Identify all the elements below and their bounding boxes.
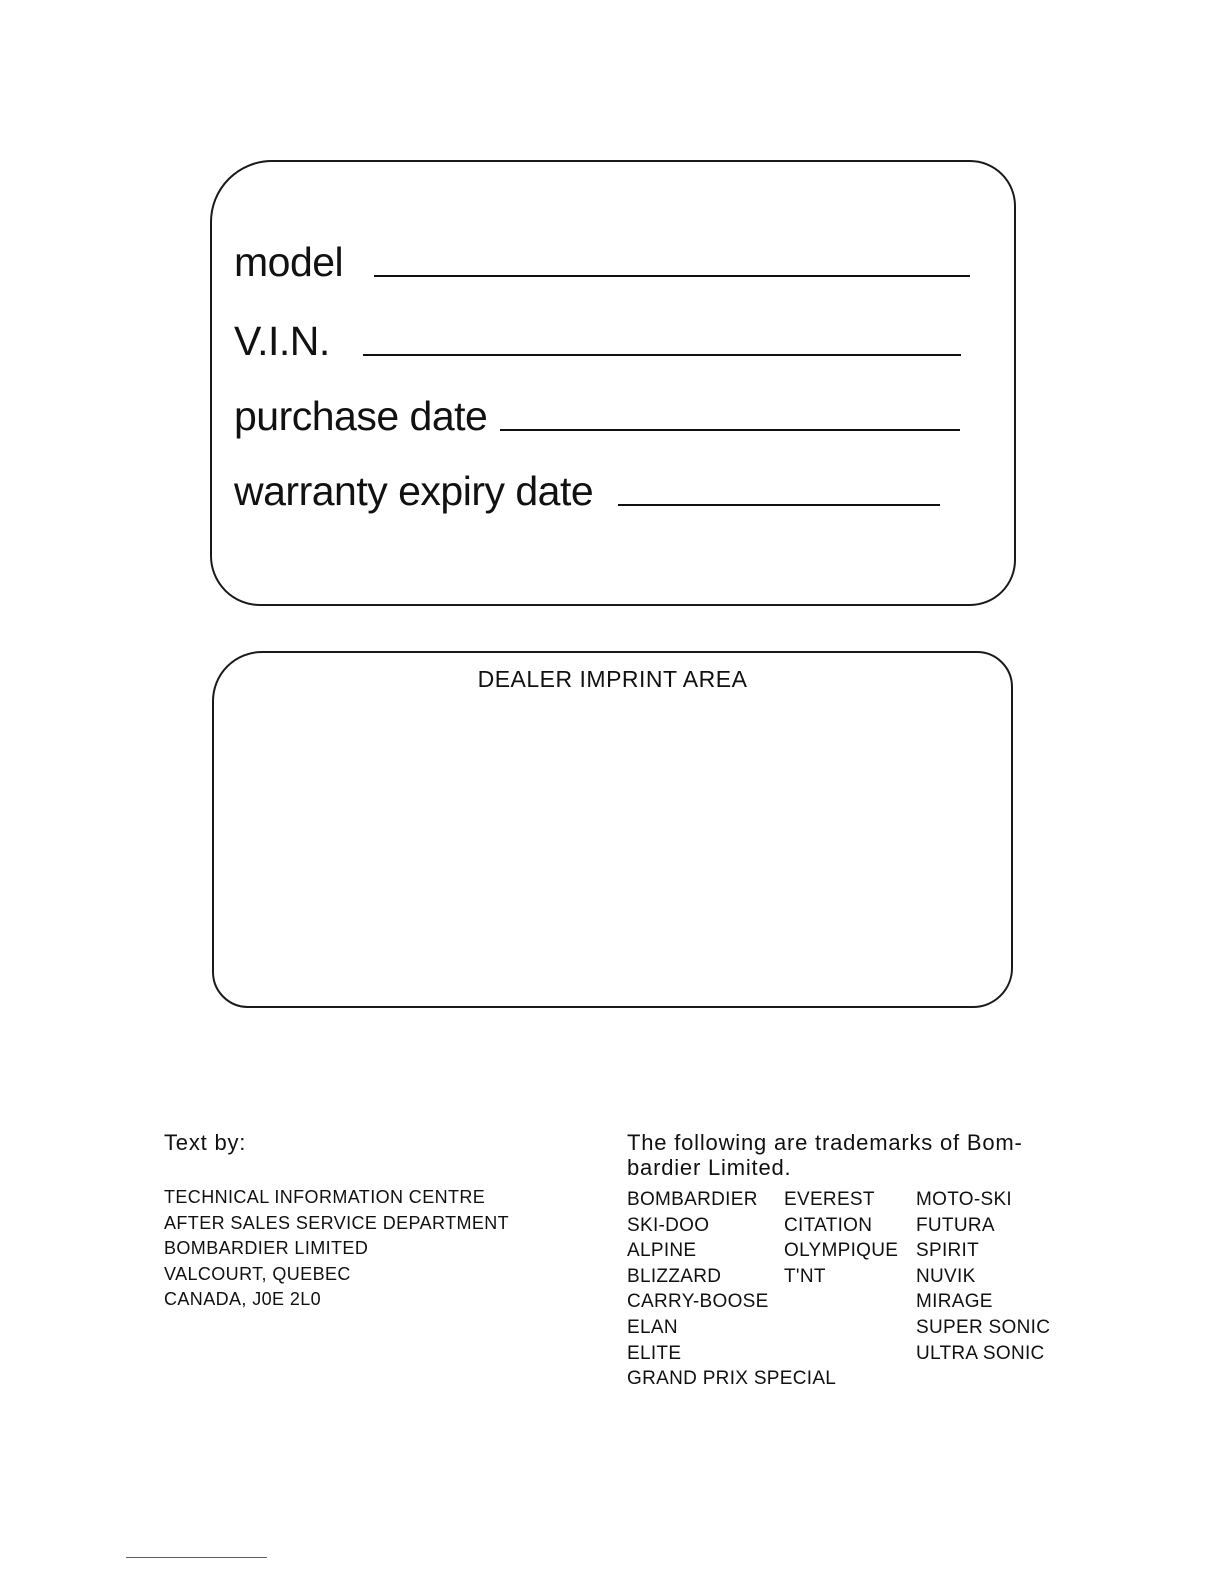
footer-rule bbox=[126, 1557, 267, 1558]
model-blank-line bbox=[374, 275, 970, 277]
purchase-date-blank-line bbox=[500, 429, 960, 431]
dealer-imprint-title: DEALER IMPRINT AREA bbox=[477, 666, 748, 692]
trademark-item: OLYMPIQUE bbox=[784, 1240, 899, 1262]
trademark-item: T'NT bbox=[784, 1265, 826, 1287]
trademarks-intro: The following are trademarks of Bom-bardier Limited. bbox=[627, 1130, 1023, 1180]
trademark-item: NUVIK bbox=[916, 1265, 976, 1287]
warranty-expiry-date-label: warranty expiry date bbox=[234, 468, 594, 514]
trademark-item: MOTO-SKI bbox=[916, 1189, 1012, 1210]
trademarks-column-2 bbox=[784, 1187, 898, 1289]
trademark-item: CARRY-BOOSE bbox=[627, 1291, 769, 1313]
trademark-item: SKI-DOO bbox=[627, 1214, 710, 1236]
warranty-expiry-date-blank-line bbox=[618, 504, 940, 506]
vin-blank-line bbox=[363, 354, 961, 356]
trademark-item: CITATION bbox=[784, 1214, 873, 1236]
trademark-item: MIRAGE bbox=[916, 1291, 993, 1313]
model-label: model bbox=[234, 239, 344, 285]
trademark-item: SUPER SONIC bbox=[916, 1316, 1051, 1338]
trademark-item: ELITE bbox=[627, 1342, 682, 1364]
address-line: TECHNICAL INFORMATION CENTRE bbox=[164, 1187, 486, 1207]
trademark-item: BOMBARDIER bbox=[627, 1189, 758, 1210]
vin-field bbox=[234, 318, 961, 364]
owner-record-box bbox=[210, 160, 1016, 606]
address-line: VALCOURT, QUEBEC bbox=[164, 1263, 351, 1284]
trademark-item: SPIRIT bbox=[916, 1240, 980, 1262]
purchase-date-field bbox=[234, 393, 960, 439]
warranty-expiry-date-field bbox=[234, 468, 940, 514]
purchase-date-label: purchase date bbox=[234, 393, 488, 439]
model-field bbox=[234, 239, 970, 285]
dealer-imprint-box bbox=[212, 651, 1013, 1008]
trademark-item: ALPINE bbox=[627, 1240, 697, 1262]
trademark-item: EVEREST bbox=[784, 1189, 875, 1210]
address-line: AFTER SALES SERVICE DEPARTMENT bbox=[164, 1212, 510, 1233]
address-line: CANADA, J0E 2L0 bbox=[164, 1289, 322, 1309]
credits-heading: Text by: bbox=[164, 1130, 247, 1155]
address-line: BOMBARDIER LIMITED bbox=[164, 1238, 369, 1258]
trademark-item: ELAN bbox=[627, 1316, 678, 1338]
trademark-item: GRAND PRIX SPECIAL bbox=[627, 1368, 837, 1390]
trademark-item: ULTRA SONIC bbox=[916, 1342, 1045, 1364]
vin-label: V.I.N. bbox=[234, 318, 330, 364]
trademark-item: FUTURA bbox=[916, 1214, 995, 1236]
trademark-item: BLIZZARD bbox=[627, 1265, 722, 1287]
trademarks-column-3 bbox=[916, 1187, 1050, 1366]
credits-address bbox=[164, 1185, 509, 1313]
